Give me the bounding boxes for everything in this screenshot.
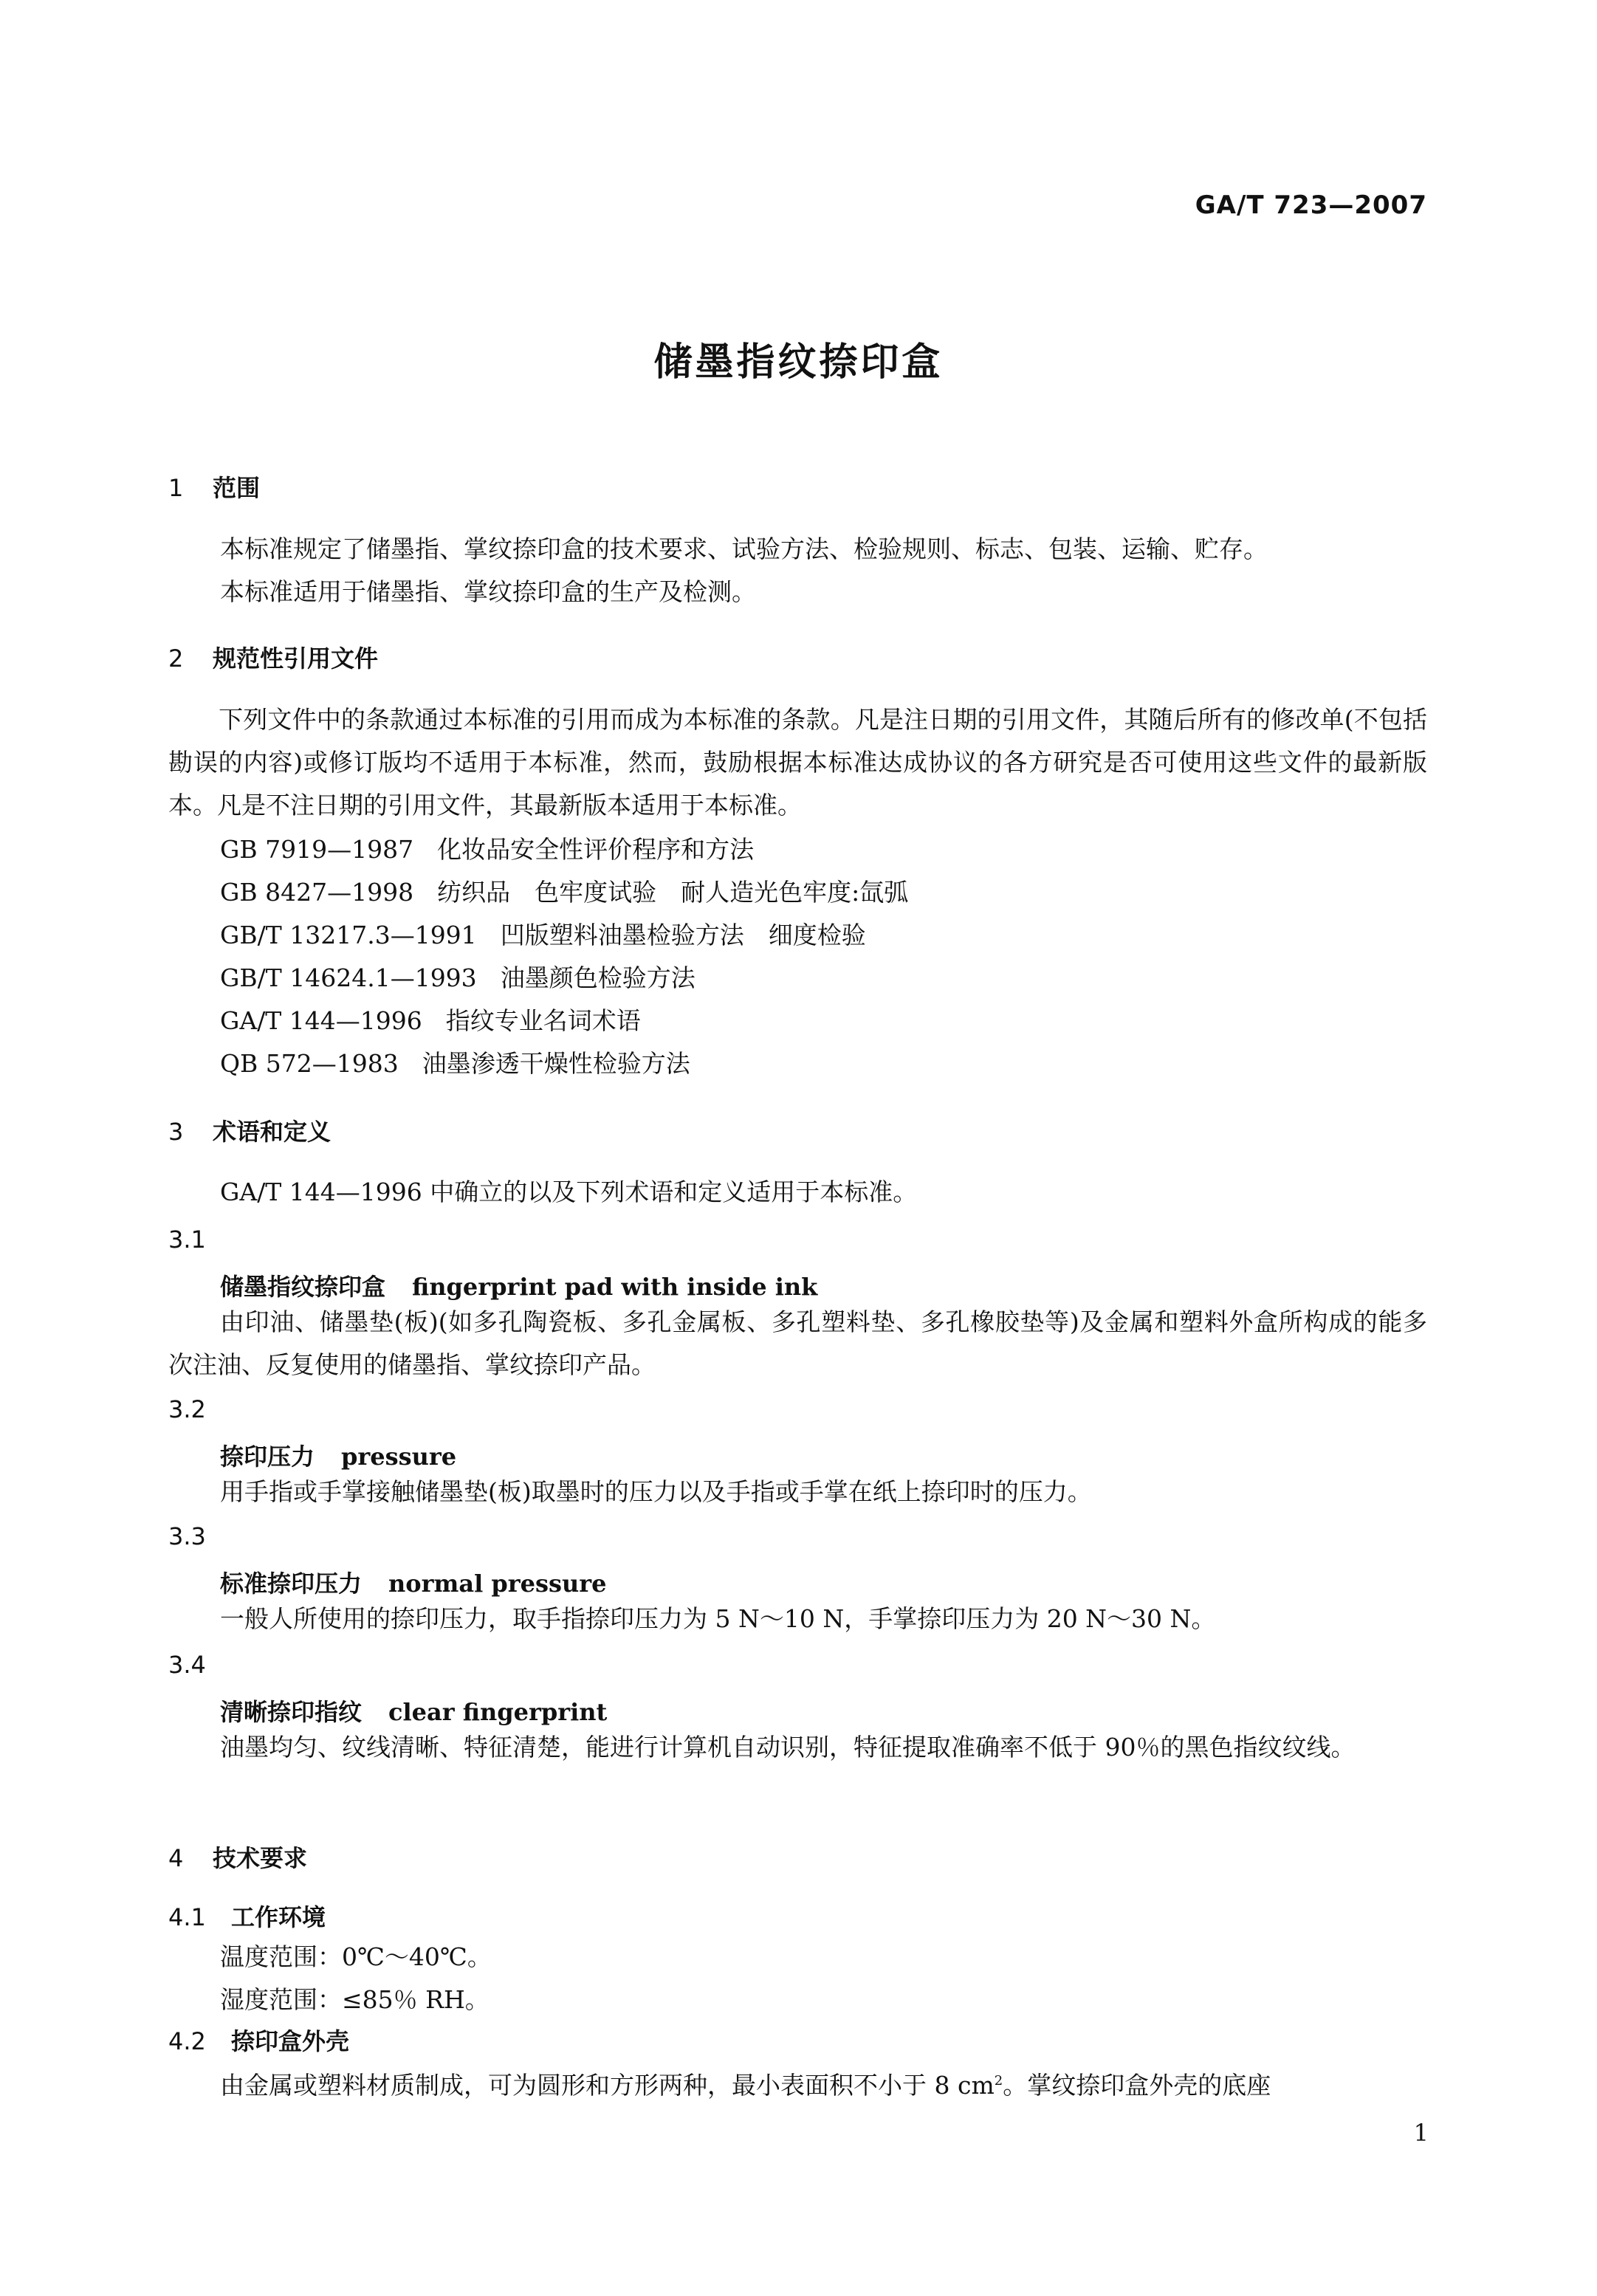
reference-name: 油墨颜色检验方法 <box>500 963 696 992</box>
section-number: 2 <box>168 645 184 673</box>
section-2-heading <box>168 640 378 674</box>
section-3-heading <box>168 1113 331 1147</box>
term-zh: 捺印压力 <box>220 1443 315 1471</box>
reference-name: 化妆品安全性评价程序和方法 <box>437 835 755 864</box>
term-en: fingerprint pad with inside ink <box>412 1273 818 1301</box>
paragraph: 本标准适用于储墨指、掌纹捺印盒的生产及检测。 <box>220 577 756 606</box>
reference-code: GB/T 14624.1—1993 <box>220 963 477 992</box>
paragraph <box>168 698 1427 827</box>
section-title: 范围 <box>213 474 261 502</box>
subsection-number: 3.3 <box>168 1522 206 1550</box>
reference-name: 凹版塑料油墨检验方法 细度检验 <box>500 921 866 949</box>
reference-code: GB 7919—1987 <box>220 835 414 864</box>
paragraph-text: 下列文件中的条款通过本标准的引用而成为本标准的条款。凡是注日期的引用文件，其随后所有的修改单(不包括勘误的内容)或修订版均不适用于本标准，然而，鼓励根据本标准达成协议的各方研究是否可使用这些文件的最新版本。凡是不注日期的引用文件，其最新版本适用于本标准。 <box>168 705 1427 819</box>
term-definition: 用手指或手掌接触储墨垫(板)取墨时的压力以及手指或手掌在纸上捺印时的压力。 <box>220 1477 1092 1506</box>
term-heading <box>220 1565 606 1599</box>
reference-item <box>220 914 866 957</box>
subsection-4-1-heading <box>168 1899 326 1933</box>
section-title: 术语和定义 <box>213 1118 332 1146</box>
paragraph: 温度范围：0℃～40℃。 <box>220 1942 492 1971</box>
section-title: 技术要求 <box>213 1844 308 1872</box>
reference-item <box>220 1000 641 1042</box>
subsection-number: 4.2 <box>168 2027 206 2055</box>
term-en: pressure <box>341 1443 457 1471</box>
paragraph: GA/T 144—1996 中确立的以及下列术语和定义适用于本标准。 <box>220 1178 918 1206</box>
term-en: clear fingerprint <box>388 1698 608 1726</box>
reference-name: 油墨渗透干燥性检验方法 <box>422 1049 690 1078</box>
term-definition: 由印油、储墨垫(板)(如多孔陶瓷板、多孔金属板、多孔塑料垫、多孔橡胶垫等)及金属和塑料外盒所构成的能多次注油、反复使用的储墨指、掌纹捺印产品。 <box>168 1307 1427 1379</box>
section-title: 规范性引用文件 <box>213 645 379 673</box>
reference-item <box>220 957 696 1000</box>
term-definition: 油墨均匀、纹线清晰、特征清楚，能进行计算机自动识别，特征提取准确率不低于 90％的黑色指纹纹线。 <box>220 1733 1356 1761</box>
term-heading <box>220 1694 607 1728</box>
section-1-heading <box>168 470 260 503</box>
paragraph-text: 。掌纹捺印盒外壳的底座 <box>1003 2071 1271 2100</box>
page-number: 1 <box>1413 2119 1429 2147</box>
paragraph: 本标准规定了储墨指、掌纹捺印盒的技术要求、试验方法、检验规则、标志、包装、运输、贮存。 <box>220 535 1268 563</box>
term-definition: 一般人所使用的捺印压力，取手指捺印压力为 5 N～10 N，手掌捺印压力为 20 N～30 N。 <box>220 1604 1216 1633</box>
reference-code: GB 8427—1998 <box>220 878 414 907</box>
reference-name: 指纹专业名词术语 <box>445 1006 641 1035</box>
reference-item <box>220 871 908 914</box>
subsection-number: 3.1 <box>168 1226 206 1254</box>
term-zh: 储墨指纹捺印盒 <box>220 1273 386 1301</box>
reference-code: GB/T 13217.3—1991 <box>220 921 477 949</box>
subsection-4-2-heading <box>168 2023 349 2057</box>
superscript: 2 <box>994 2073 1003 2089</box>
subsection-title: 工作环境 <box>231 1903 326 1931</box>
subsection-number: 4.1 <box>168 1903 206 1931</box>
paragraph <box>220 2060 1271 2107</box>
paragraph-text: 由金属或塑料材质制成，可为圆形和方形两种，最小表面积不小于 8 cm <box>220 2071 995 2100</box>
section-number: 3 <box>168 1118 184 1146</box>
standard-code: GA/T 723—2007 <box>1195 190 1427 220</box>
reference-item <box>220 1042 690 1085</box>
term-zh: 标准捺印压力 <box>220 1570 363 1598</box>
paragraph: 湿度范围：≤85％ RH。 <box>220 1985 490 2014</box>
term-heading <box>220 1268 817 1302</box>
section-number: 4 <box>168 1844 184 1872</box>
subsection-title: 捺印盒外壳 <box>231 2027 350 2055</box>
term-en: normal pressure <box>388 1570 607 1598</box>
section-4-heading <box>168 1840 307 1874</box>
term-zh: 清晰捺印指纹 <box>220 1698 363 1726</box>
term-heading <box>220 1438 456 1472</box>
subsection-number: 3.2 <box>168 1395 206 1423</box>
section-number: 1 <box>168 474 184 502</box>
reference-name: 纺织品 色牢度试验 耐人造光色牢度:氙弧 <box>437 878 909 907</box>
subsection-number: 3.4 <box>168 1651 206 1679</box>
reference-code: QB 572—1983 <box>220 1049 399 1078</box>
document-title: 储墨指纹捺印盒 <box>653 340 944 385</box>
reference-item <box>220 828 754 871</box>
reference-code: GA/T 144—1996 <box>220 1006 422 1035</box>
